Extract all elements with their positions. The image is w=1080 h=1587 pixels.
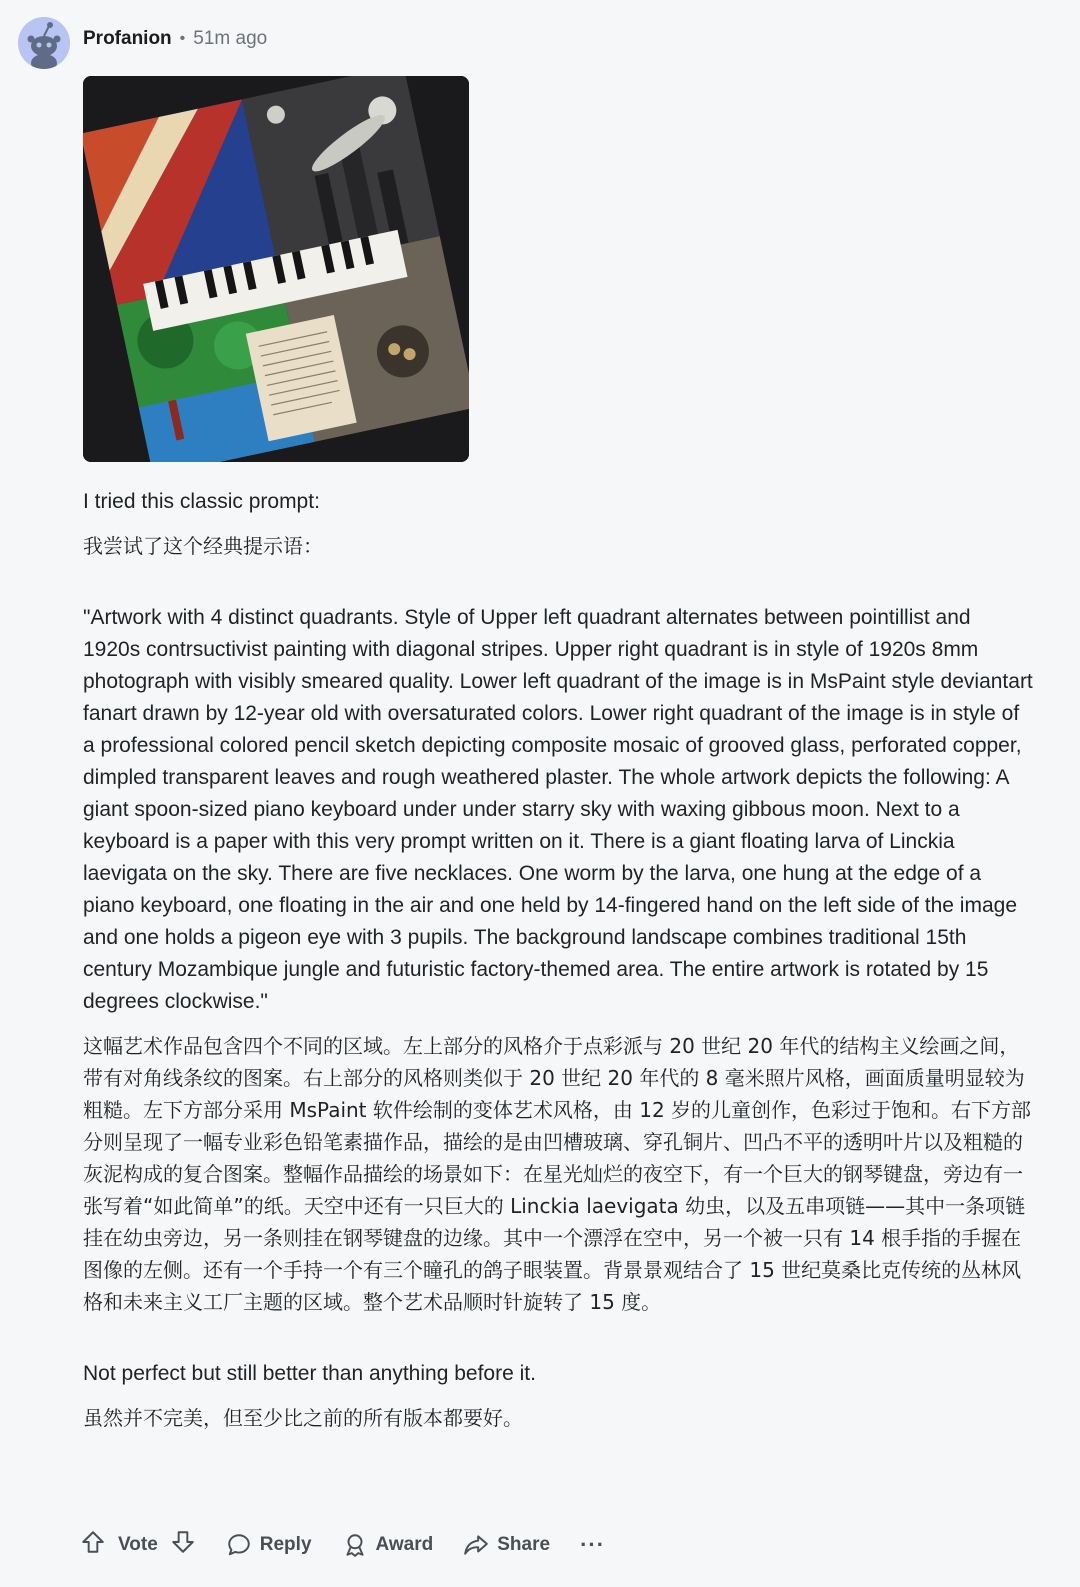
prompt-text-zh: 这幅艺术作品包含四个不同的区域。左上部分的风格介于点彩派与 20 世纪 20 年代的结构主义绘画之间，带有对角线条纹的图案。右上部分的风格则类似于 20 世纪 20 年代的 8 毫米照片风格，画面质量明显较为粗糙。左下方部分采用 MsPaint 软件绘制的变体艺术风格，由 12 岁的儿童创作，色彩过于饱和。右下方部分则呈现了一幅专业彩色铅笔素描作品，描绘的是由凹槽玻璃、穿孔铜片、凹凸不平的透明叶片以及粗糙的灰泥构成的复合图案。整幅作品描绘的场景如下：在星光灿烂的夜空下，有一个巨大的钢琴键盘，旁边有一张写着“如此简单”的纸。天空中还有一只巨大的 Linckia laevigata 幼虫，以及五串项链——其中一条项链挂在幼虫旁边，另一条则挂在钢琴键盘的边缘。其中一个漂浮在空中，另一个被一只有 14 根手指的手握在图像的左侧。还有一个手持一个有三个瞳孔的鸽子眼装置。背景景观结合了 15 世纪莫桑比克传统的丛林风格和未来主义工厂主题的区域。整个艺术品顺时针旋转了 15 度。: [83, 1034, 1032, 1314]
share-icon: [463, 1532, 489, 1558]
intro-text-en: I tried this classic prompt:: [83, 490, 320, 513]
more-icon[interactable]: ···: [580, 1532, 606, 1557]
closing-text-zh: 虽然并不完美，但至少比之前的所有版本都要好。: [83, 1406, 523, 1430]
comment-body: [83, 486, 1033, 1434]
intro-text-zh: 我尝试了这个经典提示语：: [83, 534, 323, 558]
vote-group: [80, 1529, 196, 1561]
prompt-text-en: "Artwork with 4 distinct quadrants. Style of Upper left quadrant alternates between pointillist and 1920s contrsuctivist painting with diagonal stripes. Upper right quadrant is in style of 1920s 8mm photograph with visibly smeared quality. Lower left quadrant of the image is in MsPaint style deviantart fanart drawn by 12-year old with oversaturated colors. Lower right quadrant of the image is in style of a professional colored pencil sketch depicting composite mosaic of grooved glass, perforated copper, dimpled transparent leaves and rough weathered plaster. The whole artwork depicts the following: A giant spoon-sized piano keyboard under under starry sky with waxing gibbous moon. Next to a keyboard is a paper with this very prompt written on it. There is a giant floating larva of Linckia laevigata on the sky. There are five necklaces. One worm by the larva, one hung at the edge of a piano keyboard, one floating in the air and one held by 14-fingered hand on the left side of the image and one holds a pigeon eye with 3 pupils. The background landscape combines traditional 15th century Mozambique jungle and futuristic factory-themed area. The entire artwork is rotated by 15 degrees clockwise.": [83, 606, 1033, 1013]
upvote-icon[interactable]: [80, 1529, 106, 1561]
timestamp[interactable]: 51m ago: [193, 28, 268, 49]
snoo-avatar-icon: [18, 17, 70, 69]
downvote-icon[interactable]: [170, 1529, 196, 1561]
action-bar: [80, 1527, 605, 1563]
avatar[interactable]: [18, 17, 70, 69]
comment-header: [83, 26, 267, 52]
award-icon: [342, 1532, 368, 1558]
meta-separator: •: [179, 30, 186, 47]
comment-image[interactable]: [83, 76, 469, 462]
share-button[interactable]: [463, 1532, 550, 1558]
reply-label: Reply: [259, 1534, 312, 1555]
vote-label: Vote: [118, 1534, 158, 1555]
artwork-image: [83, 76, 469, 462]
comment-icon: [226, 1532, 252, 1558]
username[interactable]: Profanion: [83, 28, 172, 49]
closing-text-en: Not perfect but still better than anything before it.: [83, 1362, 536, 1385]
award-label: Award: [375, 1534, 434, 1555]
share-label: Share: [497, 1534, 551, 1555]
reply-button[interactable]: [226, 1532, 312, 1558]
award-button[interactable]: [342, 1532, 434, 1558]
